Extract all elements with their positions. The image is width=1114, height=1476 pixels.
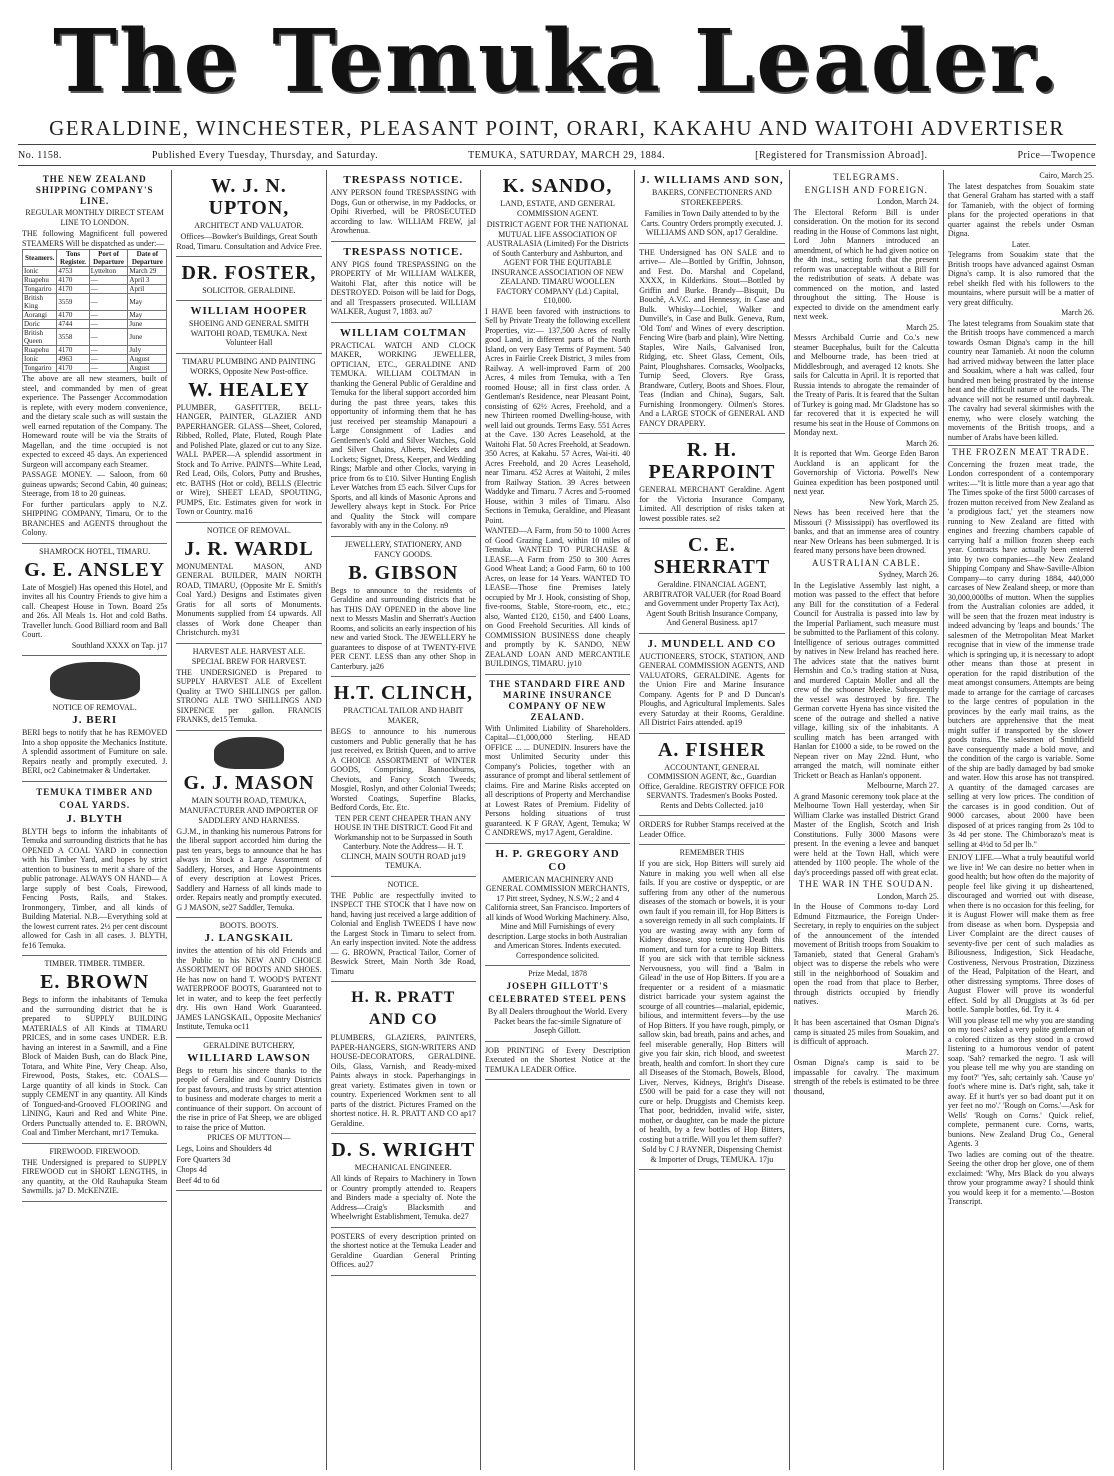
sando-subheading: LAND, ESTATE, AND GENERAL COMMISSION AGENT.	[500, 199, 615, 218]
wright-body: All kinds of Repairs to Machinery in Town or Country promptly attended to. Reapers and Binders made a specialty of. Note the Address—Craig's Blacksmith and Wheelwright Establishment, Temuka. de27	[330, 1174, 476, 1221]
upton-body: Offices—Bowker's Buildings, Great South Road, Timaru. Consultation and Advice Free.	[176, 232, 322, 251]
steamer-cell: —	[89, 364, 128, 373]
job-printing-ad	[485, 1042, 630, 1081]
telegram-dateline: London, March 24.	[877, 197, 939, 207]
cable-dateline: Sydney, March 26.	[878, 570, 939, 580]
steamer-cell: June	[128, 320, 167, 329]
brown-tailor-notice	[331, 877, 476, 983]
boots-heading: BOOTS. BOOTS.	[219, 921, 279, 930]
soudan-body: Osman Digna's camp is said to be impassable for cavalry. The maximum strength of the rebels is estimated to be three thousand,	[793, 1058, 939, 1096]
soudan-dateline: March 27.	[905, 1047, 939, 1057]
rough-on-corns-ad: Will you please tell me why you are standing on my toes? asked a very polite gentleman of a colored citizen as they stood in a crowd listening to a humorous vendor of patent soap. 'Sah? remarked the negro. 'I ask will you please tell me why you are standing on my foot?' 'Yes, sah; certainly sah. 'Cause yo' foot's where mine is. Dat's right, sah, take it away. Ef it hurt's yer so bad doant put it on yer feet no mo'.' 'Rough on Corns.'—Ask for Wells' 'Rough on Corns.' Quick relief, complete, permanent cure. Corns, warts, bunions. New Zealand Drug Co., General Agents. 3	[947, 1015, 1095, 1149]
soudan-heading: THE WAR IN THE SOUDAN.	[798, 879, 934, 890]
gillott-body: By all Dealers throughout the World. Every Packet bears the fac-simile Signature of Joseph Gillott.	[487, 1007, 628, 1035]
price: Price—Twopence	[1017, 149, 1096, 161]
mason-body: G.J.M., in thanking his numerous Patrons for the liberal support accorded him during the past ten years, begs to announce that he has always in Stock a Large Assortment of Saddlery, Horses, and Horse Appointments of every description at Lowest Prices. Saddlery and Harness of all kinds made to order. Repairs neatly and promptly executed. G J MASON, se27 Saddler, Temuka.	[176, 826, 322, 912]
later-heading: Later.	[1011, 239, 1031, 249]
theatre-anecdote: Two ladies are coming out of the theatre. Seeing the other drop her glove, one of them exclaimed: 'Why, Mrs Black do you always throw your programme away? I should think you would keep it for a memento.'—Boston Transcript.	[947, 1149, 1095, 1207]
soudan-dateline: March 26.	[905, 1007, 939, 1017]
trespass1-body: ANY PERSON found TRESPASSING with Dogs, Gun or otherwise, in my Paddocks, or Opihi Riverbed, will be PROSECUTED according to law. WILLIAM FREW, jal Arowhenua.	[330, 188, 476, 235]
issue-number: No. 1158.	[18, 149, 62, 161]
timber-coal-ad	[22, 782, 167, 957]
coltman-body: PRACTICAL WATCH AND CLOCK MAKER, WORKING JEWELLER, OPTICIAN, ETC., GERALDINE AND TEMUKA. WILLIAM COLTMAN in thanking the General Public of Geraldine and Temuka for the liberal support accorded him during the past three years, takes this opportunity of informing them that he has just received per steamship Manapouri a Large Consignment of Ladies and Gentlemen's Gold and Silver Watches, Gold and Silver Chains, Alberts, Necklets and Lockets; Signet, Dress, Keeper, and Wedding Rings; Marble and other Clocks, varying in price from 6s to £10. Silver Hunting English Lever Watches from £5 each. Silver Cups for Sports, and all kinds of Masonic Aprons and Jewellery always kept in Stock. For Price and Quality the Stock will compare favorably with any in the Colony. n9	[330, 340, 476, 530]
steamer-cell: Tongariro	[23, 364, 57, 373]
steamer-table-header: Steamers.	[23, 250, 57, 267]
steamer-cell: Aorangi	[23, 311, 57, 320]
cable-dateline: Melbourne, March 27.	[866, 781, 939, 791]
issue-date: TEMUKA, SATURDAY, MARCH 29, 1884.	[468, 149, 666, 161]
sando-name: K. SANDO,	[502, 175, 613, 197]
gregory-name: H. P. GREGORY AND CO	[495, 847, 620, 873]
upton-name: W. J. N. UPTON,	[208, 175, 290, 219]
later-body: Telegrams from Souakim state that the British troops have advanced against Osman Digna's camp. It is also rumored that the rebel sheikh fled with his followers to the mountains, where pursuit will be a matter of very great difficulty.	[947, 250, 1095, 307]
gibson-ad	[331, 537, 476, 678]
telegram-dateline: March 25.	[905, 322, 939, 332]
hotel-body: Late of Mosgiel) Has opened this Hotel, and invites all his Country Friends to give him a call. Cheapest House in Town. Board 25s and 26s. All Meals 1s. Hot and cold Baths. Traveller lunch. Good Billiard room and Ball Court.	[22, 582, 168, 639]
telegrams-heading: TELEGRAMS.	[833, 172, 900, 182]
steamer-row	[23, 346, 167, 355]
cable-body: In the Legislative Assembly last night, a motion was passed to the effect that before any Bill for the constitution of a Federal Council for Australia is passed into law by the Imperial Parliament, such measure must be submitted to the Parliament of this colony. Intelligence of serious outrages committed by natives in New Ireland has reached here. The advices state that the natives burnt Hernshin and Co.'s trading station at Nusa, and murdered Captain Moller and all the crew of the schooner Meeke. Subsequently the vessel was destroyed by fire. The German corvette Hyena has since visited the scene of the outrage and shelled a native village, killing six of the inhabitants. A sculling match has been arranged with Hanlan for £1000 a side, to be rowed on the Nepean river on May 22nd. Hunt, who arranged the match, will nominate either Trickett or Beach as Hanlan's opponent.	[793, 580, 939, 780]
steamer-cell: —	[89, 329, 128, 346]
trespass-notice-walker	[331, 242, 476, 323]
column-5	[635, 170, 789, 1470]
steamer-cell: Ionic	[23, 267, 57, 276]
gillott-ad	[485, 966, 630, 1042]
wardl-heading: NOTICE OF REMOVAL.	[206, 525, 291, 535]
steamer-cell: 4963	[57, 355, 89, 364]
newspaper-title: The Temuka Leader.	[53, 11, 1061, 112]
hooper-name: WILLIAM HOOPER	[190, 305, 308, 317]
pratt-name: H. R. PRATT AND CO	[351, 989, 456, 1028]
australian-cable-heading: AUSTRALIAN CABLE.	[811, 557, 921, 568]
remember-heading: REMEMBER THIS	[679, 848, 745, 857]
firewood-heading: FIREWOOD. FIREWOOD.	[49, 1146, 140, 1156]
column-2	[172, 170, 326, 1470]
ale-heading: HARVEST ALE. HARVEST ALE.	[192, 646, 306, 656]
price-line: Beef 4d to 6d	[176, 1175, 220, 1185]
healey-body: PLUMBER, GASFITTER, BELL-HANGER, PAINTER, GLAZIER AND PAPERHANGER. GLASS—Sheet, Colored, Ribbed, Rolled, Plate, Fluted, Rough Plate and Polished Plate, glazed or cut to any Size. WALL PAPER—A splendid assortment in Stock and To Arrive. PAINTS—White Lead, Red Lead, Oils, Colors, Putty and Brushes, etc. BATHS (Hot or cold), BELLS (Electric or Wire), SHEET LEAD, SPOUTING, PUMPS, Etc. Estimates given for work in Town or Country. ma16	[176, 402, 322, 516]
clinch-subheading: PRACTICAL TAILOR AND HABIT MAKER,	[343, 706, 464, 725]
orders-body: ORDERS for Rubber Stamps received at the Leader Office.	[639, 820, 785, 839]
brown-heading: TIMBER. TIMBER. TIMBER.	[44, 959, 145, 968]
butchery-heading: GERALDINE BUTCHERY,	[203, 1040, 295, 1050]
telegram-body: Messrs Archibald Currie and Co.'s new steamer Bucephalus, built for the Calcutta and Melbourne trade, has been tried at Middlesbrough, and averaged 12 knots. She sails for Calcutta in April. It is reported that Russia intends to abrogate the remainder of the Treaty of Paris. It is feared that the Sultan of Turkey is going mad. Mr Gladstone has so far recovered that it is expected he will resume his seat in the House of Commons on Monday next.	[793, 333, 939, 438]
steamer-row	[23, 267, 167, 276]
hop-bitters-ad	[639, 845, 784, 1170]
steamer-row	[23, 329, 167, 346]
timber-coal-heading: TEMUKA TIMBER AND COAL YARDS.	[36, 786, 154, 810]
notice-body: THE Public are respectfully invited to INSPECT THE STOCK that I have now on hand, having just received a large addition of Colonial and English TWEEDS I have now the Largest Stock in Timaru to select from. An early inspection invited. Note the address— G. BROWN, Practical Tailor, Corner of Beswick Street, Main North 3de Road, Timaru	[330, 890, 476, 976]
steamer-row	[23, 294, 167, 311]
mundell-body: AUCTIONEERS, STOCK, STATION, AND GENERAL COMMISSION AGENTS, AND VALUATORS, GERALDINE. Agents for the Union Fire and Marine Insurance Company. Agents for P and D Duncan's Ploughs, and Agricultural Implements. Sales every Saturday at their Rooms, Geraldine. All District Fairs attended. ap19	[639, 651, 785, 727]
posters-ad	[331, 1228, 476, 1276]
removal-name: J. BERI	[72, 714, 118, 726]
hooper-ad	[176, 301, 321, 354]
hooper-body: SHOEING AND GENERAL SMITH WAITOHI ROAD, TEMUKA. Next Volunteer Hall	[189, 319, 309, 347]
gillott-prize: Prize Medal, 1878	[528, 969, 588, 978]
column-7	[944, 170, 1098, 1470]
hotel-ad	[22, 544, 167, 657]
dateline	[18, 144, 1096, 166]
mundell-ad	[639, 634, 784, 734]
steamer-cell: 3558	[57, 329, 89, 346]
fisher-name: A. FISHER	[657, 738, 766, 761]
price-line: Fore Quarters 3d	[176, 1154, 231, 1164]
fisher-body: ACCOUNTANT, GENERAL COMMISSION AGENT, &c., Guardian Office, Geraldine. REGISTRY OFFICE FOR SERVANTS. Tradesmen's Books Posted. Rents and Debts Collected. ja10	[639, 762, 785, 810]
trespass2-body: ANY PIGS found TRESPASSING on the PROPERTY of Mr WILLIAM WALKER, Waitohi Flat, after this notice will be DESTROYED. Poison will be laid for Dogs, and all Trespassers prosecuted. WILLIAM WALKER, August 7, 1883. au7	[330, 259, 476, 316]
telegram-body: The Electoral Reform Bill is under consideration. On the motion for its second reading in the House of Commons last night, Lord John Manners introduced an amendment, of which he had given notice on the 4th inst., setting forth that the present reform was unacceptable without a Bill for the redistribution of seats. A debate was commenced on the motion, and lasted throughout the sitting. The House is expected to divide on the amendment early next week.	[793, 207, 939, 322]
ale-body: THE UNDERSIGNED is Prepared to SUPPLY HARVEST ALE of Excellent Quality at TWO SHILLINGS per gallon. STRONG ALE TWO SHILLINGS AND SIXPENCE per gallon. FRANCIS FRANKS, de15 Temuka.	[176, 667, 322, 724]
wardl-body: MONUMENTAL MASON, AND GENERAL BUILDER, MAIN NORTH ROAD, TIMARU, (Opposite Mr E. Smith's Coal Yard.) Designs and Estimates given Gratis for all sorts of Monuments. Monuments supplied from £4 upwards. All classes of Work done Cheaper than Christchurch. my31	[176, 561, 322, 637]
rayner-signature: Sold by C J RAYNER, Dispensing Chemist & Importer of Drugs, TEMUKA. 17ju	[641, 1145, 782, 1164]
telegrams-subheading: ENGLISH AND FOREIGN.	[804, 184, 928, 195]
sherratt-name: C. E. SHERRATT	[653, 534, 771, 578]
steamer-cell: 4170	[57, 364, 89, 373]
jewellery-heading: JEWELLERY, STATIONERY, AND FANCY GOODS.	[344, 539, 462, 559]
clinch-more: TEN PER CENT CHEAPER THAN ANY HOUSE IN THE DISTRICT. Good Fit and Workmanship not to be Surpassed in South Canterbury. Note the Address— H. T. CLINCH, MAIN SOUTH ROAD ju19 TEMUKA.	[334, 813, 473, 870]
steamer-table-header: Date of Departure	[128, 250, 167, 267]
sherratt-body: Geraldine. FINANCIAL AGENT, ARBITRATOR VALUER (for Road Board and Government under Property Tax Act), Agent South British Insurance Company, And General Business. ap17	[643, 580, 781, 627]
pratt-ad	[331, 982, 476, 1134]
brown-body: Begs to inform the inhabitants of Temuka and the surrounding district that he is prepared to SUPPLY BUILDING MATERIALS of All Kinds at TIMARU PRICES, and in some cases UNDER. E.B. having an interest in a Sawmill, and a Fine Block of Maiden Bush, can do Black Pine, Totara, and White Pine, Very Cheap. Also, Firewood, Posts, Stakes, etc. COALS—Large quantity of all kinds in Stock. Can supply CEMENT in any quantity. All Kinds of Tongued-and-Grooved FLOORING and LINING, Kauri and Red and White Pine. Orders Punctually attended to. E. BROWN, Coal and Timber Merchant, mr17 Temuka.	[22, 995, 168, 1137]
beri-removal-ad	[22, 656, 167, 782]
mutton-prices	[176, 1144, 321, 1185]
soudan-body: In the House of Commons to-day Lord Edmund Fitzmaurice, the Foreign Under-Secretary, in reply to enquiries on the subject of the announcement of the intended movement of British troops from Souakim to Tamanieb, stated that General Graham's object was to disperse the rebels who were still in the neighborhood of Souakim and open the road from that place to Berber, through districts occupied by friendly natives.	[793, 902, 939, 1007]
steamer-table-header: Tons Register.	[57, 250, 89, 267]
steamer-cell: 4170	[57, 346, 89, 355]
pearpoint-body: GENERAL MERCHANT Geraldine. Agent for the Victoria Insurance Company, Limited. All description of risks taken at lowest possible rates. se2	[639, 485, 785, 523]
steamer-table-header: Port of Departure	[89, 250, 128, 267]
timber-coal-body: BLYTH begs to inform the inhabitants of Temuka and surrounding districts that he has OPENED A COAL YARD in connection with his Timber Yard, and hopes by strict attention to business to merit a share of the public patronage. ALWAYS ON HAND— A large supply of best Coals, Firewood, Fencing Posts, Rails, and Stakes. Ironmongery, Timber, and all kinds of Building Material. N.B.—Everything sold at the lowest current rates. 2½ per cent discount allowed for Cash in all cases. J. BLYTH, fe16 Temuka.	[22, 826, 168, 950]
steamer-cell: 3559	[57, 294, 89, 311]
soudan-dateline: London, March 25.	[877, 891, 939, 901]
trespass-notice-frew	[331, 170, 476, 242]
steamer-cell: May	[128, 311, 167, 320]
column-1	[18, 170, 172, 1470]
horse-illustration	[214, 737, 284, 769]
plumbing-heading: TIMARU PLUMBING AND PAINTING WORKS, Opposite New Post-office.	[182, 356, 316, 376]
standard-insurance-ad	[485, 675, 630, 844]
healey-ad	[176, 354, 321, 523]
sando-agent: DISTRICT AGENT FOR THE NATIONAL MUTUAL LIFE ASSOCIATION OF AUSTRALASIA (Limited) For the Districts of South Canterbury and Ashburton, and AGENT FOR THE EQUITABLE INSURANCE ASSOCIATION OF NEW ZEALAND. TIMARU WOOLLEN FACTORY COMPANY (Ld.) Capital, £10,000.	[486, 220, 629, 305]
brown-timber-ad	[22, 956, 167, 1144]
steamer-cell: Ruapehu	[23, 276, 57, 285]
steamer-cell: British King	[23, 294, 57, 311]
wright-subheading: MECHANICAL ENGINEER.	[354, 1163, 452, 1172]
frozen-meat-heading: THE FROZEN MEAT TRADE.	[948, 445, 1094, 458]
clinch-body: BEGS to announce to his numerous customers and Public generally that he has just received, ex British Queen, and to arrive A CHOICE ASSORTMENT of WINTER GOODS, Comprising, Bannockburns, Cheviots, and Fancy Scotch Tweeds; Mosgiel, Roslyn, and other Colonial Tweeds; Worsted Coatings, Superfine Blacks, Bedford Cords, Etc. Etc.	[330, 727, 476, 812]
williams-subheading: BAKERS, CONFECTIONERS AND STOREKEEPERS.	[652, 188, 772, 207]
steamer-row	[23, 355, 167, 364]
rubber-stamps-ad	[639, 816, 784, 845]
butchery-ad	[176, 1038, 321, 1192]
prices-heading: PRICES OF MUTTON—	[207, 1133, 291, 1142]
firewood-body: THE Undersigned is prepared to SUPPLY FIREWOOD cut in SHORT LENGTHS, in any quantity, at the Old Rauhapuka Steam Sawmills. ja7 D. McKENZIE.	[22, 1157, 168, 1195]
registration-note: [Registered for Transmission Abroad].	[755, 149, 928, 161]
steamer-cell: 4170	[57, 285, 89, 294]
soudan-body: It has been ascertained that Osman Digna's camp is situated 25 miles from Souakim, and is difficult of approach.	[793, 1018, 939, 1047]
column-4	[481, 170, 635, 1470]
publication-schedule: Published Every Tuesday, Thursday, and Saturday.	[151, 149, 379, 161]
hotel-tap: Southland XXXX on Tap. j17	[71, 640, 168, 650]
column-3	[327, 170, 481, 1470]
furniture-illustration	[50, 662, 140, 700]
williams-body: Families in Town Daily attended to by the Carts. Country Orders promptly executed. J. WILLIAMS AND SON, ap17 Geraldine.	[641, 209, 783, 237]
sherratt-ad	[639, 529, 784, 634]
telegram-dateline: March 26.	[905, 438, 939, 448]
mundell-name: J. MUNDELL AND CO	[647, 637, 777, 650]
langskail-body: invites the attention of his old Friends and the Public to his NEW AND CHOICE ASSORTMENT OF BOOTS AND SHOES. He has now on hand T. WOOD'S PATENT WATERPROOF BOOTS, Guaranteed not to let in water, and to keep the feet perfectly dry. His own Hand Work Guaranteed. JAMES LANGSKAIL, Opposite Mechanics' Institute, Temuka oc11	[176, 946, 322, 1031]
coltman-ad	[331, 323, 476, 537]
steamer-cell: 4170	[57, 311, 89, 320]
steamer-cell: —	[89, 346, 128, 355]
lawson-name: WILLIARD LAWSON	[187, 1051, 311, 1064]
steamer-cell: Tongariro	[23, 285, 57, 294]
standard-heading: THE STANDARD FIRE AND MARINE INSURANCE COMPANY OF NEW ZEALAND.	[489, 678, 626, 722]
pearpoint-ad	[639, 434, 784, 529]
remember-body: If you are sick, Hop Bitters will surely aid Nature in making you well when all else fails. If you are costive or dyspeptic, or are suffering from any other of the numerous diseases of the stomach or bowels, it is your own fault if you remain ill, for Hop Bitters is a sovereign remedy in all such complaints. If you are wasting away with any form of Kidney disease, stop tempting Death this moment, and turn for a cure to Hop Bitters. If you are sick with that terrible sickness Nervousness, you will find a 'Balm in Gilead' in the use of Hop Bitters. If you are a frequenter or a resident of a miasmatic district barricade your system against the scourge of all countries—malarial, epidemic, bilious, and intermittent fevers—by the use of Hop Bitters. If you have rough, pimply, or sallow skin, bad breath, pains and aches, and feel miserable generally, Hop Bitters will give you fair skin, rich blood, and sweetest breath, health and comfort. In short they cure all Diseases of the Stomach, Bowels, Blood, Liver, Nerves, Kidneys, Bright's Disease. £500 will be paid for a case they will not cure or help. Druggists and Chemists keep. That poor, bedridden, invalid wife, sister, mother, or daughter, can be made the picture of health, by a few bottles of Hop Bitters, costing but a trifle. Will you let them suffer?	[639, 859, 785, 1144]
steamer-row	[23, 276, 167, 285]
posters-body: POSTERS of every description printed on the shortest notice at the Temuka Leader and Geraldine Guardian General Printing Offices. au27	[330, 1231, 476, 1269]
march26-dateline: March 26.	[1061, 308, 1095, 317]
ale-subheading: SPECIAL BREW FOR HARVEST.	[191, 656, 307, 666]
masthead	[0, 0, 1114, 165]
steamer-cell: April 3	[128, 276, 167, 285]
job-printing-body: JOB PRINTING of Every Description Executed on the Shortest Notice at the TEMUKA LEADER Office.	[484, 1045, 631, 1074]
steamer-cell: Ruapehu	[23, 346, 57, 355]
brown-name: E. BROWN	[40, 971, 150, 993]
clinch-ad	[331, 677, 476, 877]
gregory-ad	[485, 844, 630, 967]
healey-name: W. HEALEY	[188, 378, 310, 401]
trespass1-heading: TRESPASS NOTICE.	[343, 174, 464, 186]
coltman-name: WILLIAM COLTMAN	[339, 326, 467, 339]
foster-title: SOLICITOR. GERALDINE.	[202, 286, 296, 295]
shipping-subheading: REGULAR MONTHLY DIRECT STEAM LINE TO LONDON.	[25, 208, 164, 227]
steamer-row	[23, 364, 167, 373]
steamer-cell: —	[89, 285, 128, 294]
march26-body: The latest telegrams from Souakim state that the British troops have commenced a march towards Osman Digna's camp in the hill country near Tamanieb. At noon the column had arrived midway between the latter place and Souakim, where a halt was called, four hundred men being prostrated by the intense heat and the difficult nature of the roads. The advance will not be resumed until daybreak. The cavalry had several skirmishes with the enemy, who were closely watching the movements of the British troops, and a number of Arabs have been killed.	[947, 318, 1095, 442]
cable-body: A grand Masonic ceremony took place at the Melbourne Town Hall yesterday, when Sir William Clarke was installed District Grand Master of the English, Scotch and Irish Constitutions. Fully 3000 Masons were present. In the evening a levee and banquet were held at the Town Hall, which were attended by 1100 people. The whole of the day's proceedings passed off with great eclat.	[793, 791, 939, 877]
passage-money: PASSAGE MONEY. — Saloon, from 60 guineas upwards; Second Cabin, 40 guineas; Steerage, from 18 to 20 guineas.	[22, 470, 168, 498]
steamer-cell: May	[128, 294, 167, 311]
columns	[18, 170, 1098, 1470]
timber-coal-name: J. BLYTH	[66, 812, 123, 825]
frozen-meat-body: Concerning the frozen meat trade, the London correspondent of a contemporary writes:—"It is little more than a year ago that The Times spoke of the first 5000 carcases of frozen mutton received from New Zealand as 'a prodigious fact,' yet the steamers now running to New Zealand are fitted with engines and freezing chambers capable of carrying half a million frozen sheep each year. Contracts have actually been entered into by two companies—the New Zealand Shipping Company and Shaw-Saville-Albion Company—to carry during 1884, 440,000 carcases of New Zealand sheep, or more than 30,000,000lbs of mutton. When the supplies from the Australian colonies are added, it will be seen that the frozen meat industry is indeed advancing by 'leaps and bounds.' The salesmen of the Metropolitan Meat Market recognise that in view of the immense trade which is springing up, it is necessary to adopt other means than those at present in operation for the rapid distribution of the meat amongst consumers. Attempts are being made to arrange for the carriage of carcases to the large centres of population in the provinces by the early mail trains, as the butchers are apprehensive that the meat might suffer if transported by the slower goods trains. The salesmen of Smithfield have consequently made a bold move, and the condition of the cargo is variable. Some of the ship are badly damaged by bad smoke and water. How this arose has not transpired. A quantity of the damaged carcases are selling at very low prices. The condition of the carcases is in good condition. Out of 9000 carcases, about 2000 have been disposed of at prices ranging from 2s 10d to 3s 4d per stone. The Chimborazo's meat is selling at 4½d to 5d per lb."	[947, 459, 1095, 849]
sale-body: THE Undersigned has ON SALE and to arrive— Ale—Bottled by Griffin, Johnson, and Fest. Do. Marshal and Copeland, XXXX, in Kilderkins. Stout—Bottled by Griffin and Burke. Brandy—Bisquit, Du Bouchê, A.V.C. and Hennessy, in Case and Bulk. Whisky—Lochiel, Walker and Dunville's, in Case and Bulk. Geneva, Rum, 'Old Tom' and Wines of every description. Fencing Wire (barb and plain), Wire Netting. Staples, Wire Nails, Galvanised Iron, Ridging, etc. Sheet Glass, Cement, Oils, Paint, Ploughshares. Cornsacks, Woolpacks, Turnip Seed, Clovers. Rye Grass, Brandware, Cutlery, Boots and Shoes. Flour, Teas (Indian and China), Sugars, Salt. Furnishing Ironmongery. Oilmen's Stores. And a LARGE STOCK of GENERAL AND FANCY DRAPERY.	[639, 247, 785, 428]
steamer-cell: 4753	[57, 267, 89, 276]
steamer-cell: —	[89, 355, 128, 364]
steamer-cell: August	[128, 355, 167, 364]
standard-body: With Unlimited Liability of Shareholders. Capital—£1,000,000 Sterling. HEAD OFFICE ... ... DUNEDIN. Insurers have the most Unlimited Security under this Company's Policies, together with an assurance of prompt and liberal settlement of claims. Fire and Marine Risks accepted on all descriptions of Property and Merchandise at Lowest Rates of Premium. Fidelity of Persons holding situations of trust guaranteed. K F GRAY, Agent, Temuka; W C ANDREWS, my17 Agent, Geraldine.	[484, 723, 631, 837]
steamer-cell: —	[89, 294, 128, 311]
steamer-cell: Ionic	[23, 355, 57, 364]
general-sale-ad	[639, 244, 784, 435]
gillott-name: JOSEPH GILLOTT'S CELEBRATED STEEL PENS	[488, 981, 627, 1004]
lawson-body: Begs to return his sincere thanks to the people of Geraldine and Country Districts for past favours, and trusts by strict attention to business and moderate charges to merit a continuance of their support. On account of the rise in price of Fat Sheep, we are obliged to raise the price of Mutton.	[176, 1065, 322, 1132]
langskail-ad	[176, 918, 321, 1038]
steamer-cell: June	[128, 329, 167, 346]
steamer-cell: —	[89, 276, 128, 285]
gibson-body: Begs to announce to the residents of Geraldine and surrounding districts that he has THIS DAY OPENED in the above line next to Messrs Maslin and Sherratt's Auction Rooms, and solicits an early inspection of his new and varied Stock. The JEWELLERY he guarantees to dispose of at TWENTY-FIVE PER CENT. LESS than any other Shop in Canterbury. ja26	[330, 585, 476, 671]
steamer-row	[23, 285, 167, 294]
price-line: Legs, Loins and Shoulders 4d	[176, 1144, 272, 1153]
cairo-body: The latest despatches from Souakim state that General Graham has started with a staff for Tamanieb, with the object of forming plans for the projected operations in that quarter against the rebels under Osman Digna.	[947, 181, 1095, 238]
steamer-cell: —	[89, 320, 128, 329]
wardl-name: J. R. WARDL	[184, 537, 314, 560]
steamer-table	[22, 249, 167, 373]
wardl-ad	[176, 523, 321, 644]
hotel-proprietor: G. E. ANSLEY	[24, 558, 166, 581]
steamer-cell: April	[128, 285, 167, 294]
firewood-ad	[22, 1144, 167, 1202]
steamer-row	[23, 311, 167, 320]
gibson-name: B. GIBSON	[348, 561, 459, 584]
enjoy-life-ad: ENJOY LIFE.—What a truly beautiful world we live in! We can desire no better when in good health; but how often do the majority of people feel like giving it up disheartened, discouraged and worried out with disease, when there is no occasion for this feeling, for it is August Flower will make them as free from disease as when born. Dyspepsia and Liver Complaint are the direct causes of seventy-five per cent of such maladies as Biliousness, Indigestion, Sick Headache, Costiveness, Nervous Prostration, Dizziness of the Head, Palpitation of the Heart, and other distressing symptoms. Three doses of August Flower will prove its wonderful effect. Sold by all Druggists at 3s 6d per bottle. Sample bottles, 6d. Try it. 4	[948, 850, 1094, 1015]
upton-ad	[176, 170, 321, 257]
foster-name: DR. FOSTER,	[181, 262, 317, 284]
notice-heading: NOTICE.	[387, 879, 419, 889]
sando-ad	[485, 170, 630, 675]
steamer-cell: March 29	[128, 267, 167, 276]
telegram-dateline: New York, March 25.	[869, 497, 939, 507]
williams-name: J. WILLIAMS AND SON,	[640, 174, 784, 186]
wright-name: D. S. WRIGHT	[331, 1139, 476, 1161]
newspaper-subtitle: GERALDINE, WINCHESTER, PLEASANT POINT, ORARI, KAKAHU AND WAITOHI ADVERTISER	[49, 116, 1065, 140]
column-6	[790, 170, 944, 1470]
steamer-cell: 4170	[57, 276, 89, 285]
shipping-details: The above are all new steamers, built of steel, and commanded by men of great experience. The Passenger Accommodation is replete, with every modern convenience, and the dietary scale such as will sustain the well earned reputation of the Company. The Homeward route will be via the Straits of Magellan, and the time occupied is not expected to exceed 45 days. An experienced Surgeon will accompany each Steamer.	[22, 374, 168, 469]
mason-ad	[176, 731, 321, 919]
sando-body: I HAVE been favored with instructions to Sell by Private Treaty the following excellent Properties, viz:— 137,500 Acres of really good Land, in different parts of the North Island, on very Easy Terms of Payment. 540 Acres in Fairlie Creek District, 3 miles from Railway. A well-improved Farm of 200 Acres, 4 miles from Temuka, with a Ten roomed House; all in first class order. A Gentleman's Residence, near Pleasant Point, consisting of 62½ Acres, Freehold, and a new Thirteen roomed Dwelling-house, with well laid out grounds. Terms Easy. 551 Acres at the Cave. 130 Acres Leasehold, at the Waitohi Flat. 50 Acres Freehold, at Seadown. 350 Acres, at Kakahu. 57 Acres, Wai-iti. 40 Acres Freehold, and 20 Acres Leasehold, near Timaru. 452 Acres at Waitohi, 2 miles from Railway Station. 39 Acres between Waddyke and Timaru. 7 Acres and 5-roomed House, within 3 miles of Timaru. Also Sections in Temuka, Geraldine, and Pleasant Point.	[484, 306, 631, 525]
pearpoint-name: R. H. PEARPOINT	[648, 439, 776, 483]
hotel-heading: SHAMROCK HOTEL, TIMARU.	[39, 546, 151, 556]
steamer-row	[23, 320, 167, 329]
cairo-dateline: Cairo, March 25.	[1039, 171, 1095, 180]
steamer-cell: August	[128, 364, 167, 373]
removal-heading: NOTICE OF REMOVAL.	[52, 703, 137, 712]
williams-ad	[639, 170, 784, 244]
pratt-body: PLUMBERS, GLAZIERS, PAINTERS, PAPER-HANGERS, SIGN-WRITERS AND HOUSE-DECORATORS, GERALDINE. Oils, Glass, Varnish, and Ready-mixed Paints always in stock. Paperhangings in great variety. Estimates given in town or country. Experienced Workmen sent to all parts of the district. Pictures Framed on the shortest notice. H. R. PRATT AND CO ap17 Geraldine.	[330, 1033, 476, 1128]
wright-ad	[331, 1134, 476, 1228]
foster-ad	[176, 257, 321, 301]
shipping-intro: THE following Magnificent full powered STEAMERS Will be dispatched as under:—	[22, 229, 168, 248]
steamer-cell: Doric	[23, 320, 57, 329]
steamer-cell: Lyttelton	[89, 267, 128, 276]
shipping-heading: THE NEW ZEALAND SHIPPING COMPANY'S LINE.	[35, 174, 154, 206]
telegram-body: News has been received here that the Missouri (? Mississippi) has overflowed its banks, and that an immense area of country near New Orleans has been submerged. It is feared many persons have been drowned.	[793, 508, 939, 556]
price-line: Chops 4d	[176, 1165, 207, 1174]
removal-body: BERI begs to notify that he has REMOVED Into a shop opposite the Mechanics Institute. A splendid assortment of Furniture on sale. Repairs neatly and promptly executed. J. BERI, oc2 Cabinetmaker & Undertaker.	[22, 728, 168, 775]
fisher-ad	[639, 734, 784, 817]
steamer-cell: July	[128, 346, 167, 355]
trespass2-heading: TRESPASS NOTICE.	[343, 245, 464, 258]
shipping-ad	[22, 170, 167, 544]
gregory-body: AMERICAN MACHINERY AND GENERAL COMMISSION MERCHANTS, 17 Pitt street, Sydney, N.S.W.; 2 and 4 California street, San Francisco. Importers of all kinds of Wood Working Machinery. Also, Mine and Mill Furnishings of every description. Large stocks in both Australian and American Stores. Indents executed. Correspondence solicited.	[485, 874, 630, 960]
steamer-cell: 4744	[57, 320, 89, 329]
steamer-cell: —	[89, 311, 128, 320]
sando-wanted: WANTED—A Farm, from 50 to 1000 Acres of Good Grazing Land, within 10 miles of Temuka. WANTED TO PURCHASE & LEASE—A Farm from 250 to 300 Acres Good Wheat Land; a Good Farm, 60 to 100 Acres, on lease for 14 Years. WANTED TO LEASE—Those fine Premises lately occupied by Mr J. Hook, consisting of Shop, five-rooms, Stable, Store-room, etc., etc.; also, Wanted £120, £150, and £400 Loans, on Good Freehold Securities. All kinds of COMMISSION BUSINESS done cheaply and promptly by K. SANDO, NEW ZEALAND LOAN AND MERCANTILE BUILDINGS, TIMARU. jy10	[484, 526, 631, 668]
telegram-body: It is reported that Wm. George Eden Baron Auckland is an applicant for the Governorship of Victoria. Powell's New Guinea expedition has been postponed until next year.	[793, 449, 939, 497]
mason-name: G. J. MASON	[183, 771, 315, 794]
shipping-contact: For further particulars apply to N.Z. SHIPPING COMPANY, Timaru, Or to the BRANCHES and AGENTS throughout the Colony.	[22, 499, 168, 537]
upton-title: ARCHITECT AND VALUATOR.	[194, 221, 304, 230]
steamer-cell: British Queen	[23, 329, 57, 346]
clinch-name: H.T. CLINCH,	[333, 682, 473, 704]
harvest-ale-ad	[176, 644, 321, 731]
langskail-name: J. LANGSKAIL	[204, 932, 294, 944]
mason-subheading: MAIN SOUTH ROAD, TEMUKA, MANUFACTURER AND IMPORTER OF SADDLERY AND HARNESS.	[179, 795, 319, 825]
